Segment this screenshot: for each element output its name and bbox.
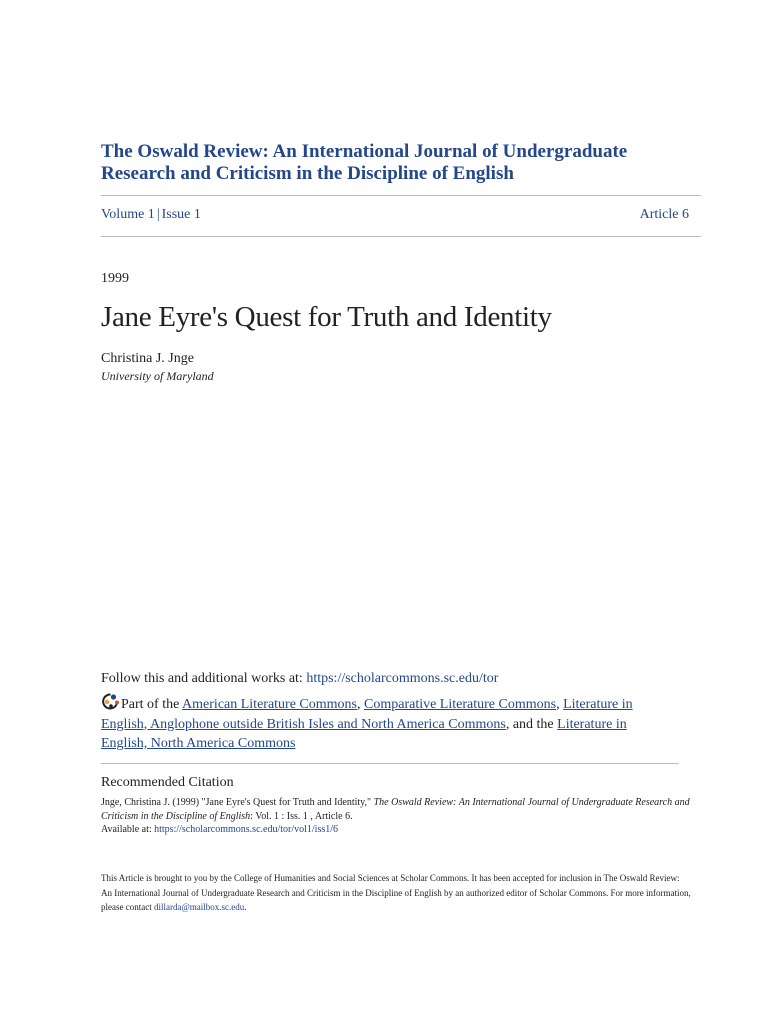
citation-text — [101, 796, 691, 837]
divider-top — [101, 195, 701, 196]
follow-line — [101, 670, 498, 688]
contact-email-link[interactable]: dillarda@mailbox.sc.edu — [153, 902, 245, 912]
recommended-citation-heading: Recommended Citation — [101, 775, 234, 790]
volume-issue-separator: | — [156, 207, 160, 222]
part-of-label: Part of the — [121, 697, 183, 712]
author-affiliation: University of Maryland — [101, 369, 214, 383]
part-of-sep-3: , and the — [505, 716, 558, 732]
part-of-commons — [101, 693, 661, 754]
divider-citation — [101, 763, 679, 764]
volume-issue-line — [101, 206, 689, 224]
repository-link[interactable]: https://scholarcommons.sc.edu/tor — [306, 671, 499, 686]
author-name: Christina J. Jnge — [101, 351, 194, 366]
north-america-literature-commons-link[interactable]: Literature in English, North America Commons — [101, 716, 627, 751]
volume-link[interactable]: Volume 1 — [101, 207, 155, 222]
article-number-link[interactable]: Article 6 — [639, 207, 689, 222]
part-of-sep-2: , — [556, 697, 564, 712]
footer-notice — [101, 871, 691, 915]
journal-title: The Oswald Review: An International Journal of Undergraduate Research and Criticism in the Discipline of English — [101, 141, 628, 184]
citation-tail: : Vol. 1 : Iss. 1 , Article 6. — [250, 810, 353, 822]
article-url-link[interactable]: https://scholarcommons.sc.edu/tor/vol1/iss1/6 — [154, 824, 339, 835]
part-of-sep-1: , — [357, 697, 364, 712]
publication-year: 1999 — [101, 271, 129, 286]
anglophone-literature-commons-link[interactable]: Literature in English, Anglophone outside British Isles and North America Commons — [101, 697, 633, 732]
citation-journal: The Oswald Review: An International Journal of Undergraduate Research and Criticism in the Discipline of English — [101, 797, 690, 822]
footer-end: . — [244, 902, 247, 912]
citation-lead: Jnge, Christina J. (1999) "Jane Eyre's Quest for Truth and Identity," — [101, 797, 374, 808]
american-literature-commons-link[interactable]: American Literature Commons — [182, 697, 357, 712]
divider-middle — [101, 236, 701, 237]
comparative-literature-commons-link[interactable]: Comparative Literature Commons — [364, 697, 557, 712]
cover-page — [101, 0, 701, 1024]
follow-label: Follow this and additional works at: — [101, 671, 307, 686]
footer-text: This Article is brought to you by the College of Humanities and Social Sciences at Scholar Commons. It has been accepted for inclusion in The Oswald Review: An International Journal of Undergraduate Research and Criticism in the Discipline of English by an authorized editor of Scholar Commons. For more information, please contact — [101, 873, 691, 912]
available-at-label: Available at: — [101, 824, 155, 835]
issue-link[interactable]: Issue 1 — [161, 207, 201, 222]
network-icon — [101, 693, 120, 710]
article-title: Jane Eyre's Quest for Truth and Identity — [101, 301, 552, 333]
